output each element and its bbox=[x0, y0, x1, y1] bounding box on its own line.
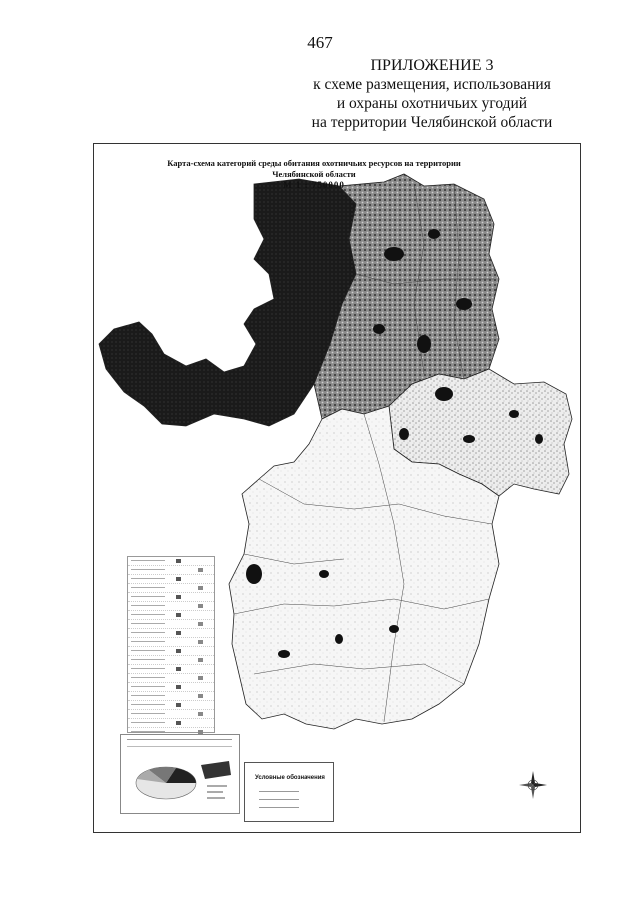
legend-row bbox=[128, 683, 214, 692]
conventions-legend bbox=[244, 762, 334, 822]
pie-chart-inset bbox=[120, 734, 240, 814]
legend-row bbox=[128, 575, 214, 584]
appendix-line-3: на территории Челябинской области bbox=[311, 114, 553, 131]
page-number: 467 bbox=[307, 33, 333, 52]
legend-row bbox=[128, 710, 214, 719]
legend-row bbox=[128, 629, 214, 638]
legend-line bbox=[259, 799, 299, 800]
appendix-line-2: и охраны охотничьих угодий bbox=[336, 95, 528, 112]
legend-row bbox=[128, 584, 214, 593]
legend-row bbox=[128, 701, 214, 710]
legend-line bbox=[259, 807, 299, 808]
conventions-title: Условные обозначения bbox=[255, 775, 325, 781]
legend-row bbox=[128, 719, 214, 728]
appendix-header bbox=[282, 56, 582, 132]
appendix-title: ПРИЛОЖЕНИЕ 3 bbox=[370, 57, 494, 74]
legend-row bbox=[128, 620, 214, 629]
legend-row bbox=[128, 557, 214, 566]
legend-row bbox=[128, 593, 214, 602]
appendix-line-1: к схеме размещения, использования bbox=[313, 76, 551, 93]
map-frame bbox=[93, 143, 581, 833]
pie-chart bbox=[121, 735, 239, 813]
legend-table bbox=[127, 556, 215, 733]
legend-row bbox=[128, 611, 214, 620]
legend-row bbox=[128, 602, 214, 611]
legend-row bbox=[128, 647, 214, 656]
map-title-line-1: Карта-схема категорий среды обитания охотничьих ресурсов на территории bbox=[167, 158, 461, 168]
legend-row bbox=[128, 674, 214, 683]
map-scale: М 1 : 750000 bbox=[283, 180, 345, 190]
legend-row bbox=[128, 665, 214, 674]
map-title bbox=[124, 158, 504, 191]
legend-row bbox=[128, 566, 214, 575]
legend-row bbox=[128, 656, 214, 665]
pie-exploded-slice bbox=[201, 761, 231, 779]
legend-row bbox=[128, 638, 214, 647]
legend-line bbox=[259, 791, 299, 792]
legend-row bbox=[128, 692, 214, 701]
map-title-line-2: Челябинской области bbox=[272, 169, 356, 179]
compass-rose-icon bbox=[518, 770, 548, 800]
